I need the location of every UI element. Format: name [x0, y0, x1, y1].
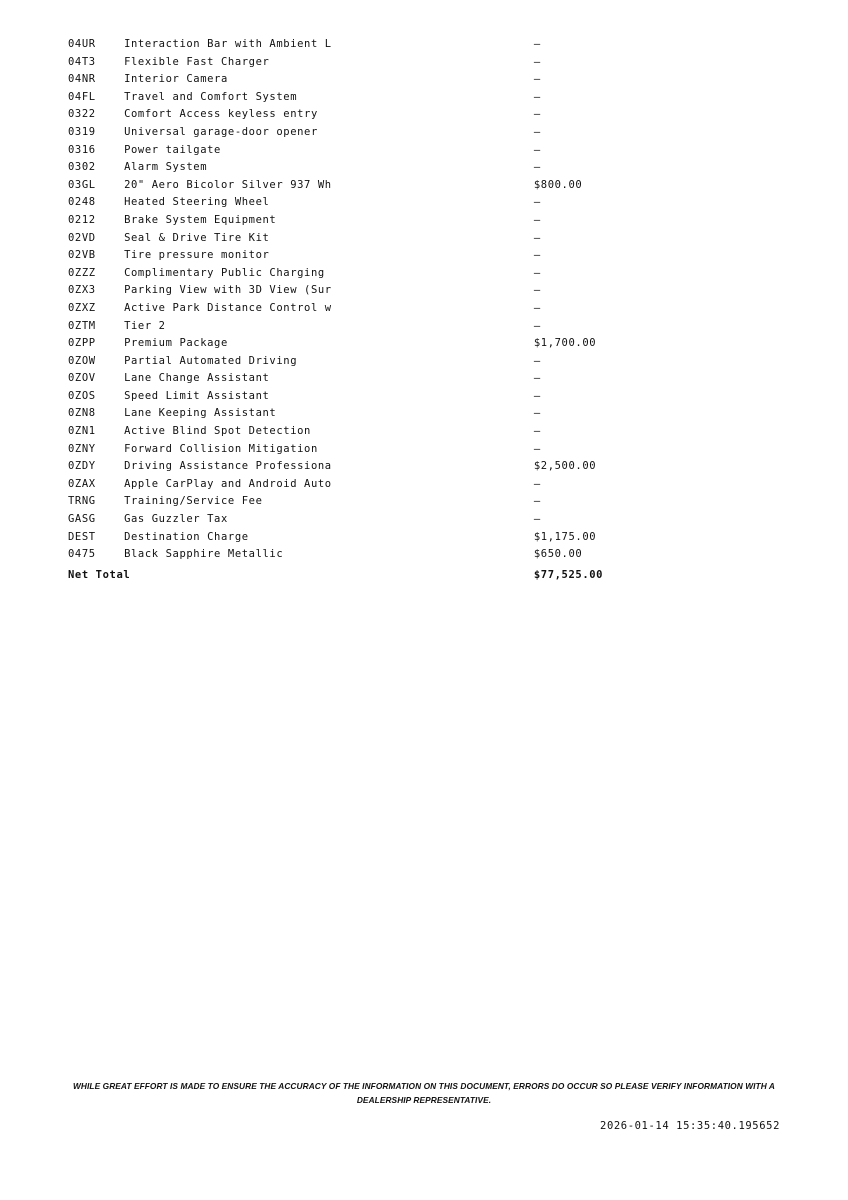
- option-code: 0ZXZ: [68, 301, 96, 314]
- option-description: Universal garage-door opener: [124, 125, 318, 138]
- option-description: Interior Camera: [124, 73, 228, 86]
- option-code: 0ZOV: [68, 372, 96, 385]
- option-code: 0ZX3: [68, 284, 96, 297]
- table-row: [68, 511, 728, 529]
- table-row: [68, 194, 728, 212]
- option-code: 0212: [68, 213, 96, 226]
- option-price: —: [533, 73, 541, 86]
- option-price: —: [533, 425, 541, 438]
- option-price: $1,175.00: [533, 530, 597, 543]
- option-code: 04NR: [68, 73, 96, 86]
- table-row: [68, 89, 728, 107]
- option-description: Lane Keeping Assistant: [124, 407, 277, 420]
- option-code: 0ZZZ: [68, 266, 96, 279]
- option-code: TRNG: [68, 495, 96, 508]
- option-description: Destination Charge: [124, 530, 249, 543]
- table-row: [68, 247, 728, 265]
- option-description: Driving Assistance Professiona: [124, 460, 332, 473]
- option-description: Flexible Fast Charger: [124, 55, 270, 68]
- option-price: —: [533, 108, 541, 121]
- option-code: 02VD: [68, 231, 96, 244]
- table-row: [68, 441, 728, 459]
- option-code: 0ZOW: [68, 354, 96, 367]
- option-price: —: [533, 301, 541, 314]
- option-code: 0302: [68, 161, 96, 174]
- option-description: Gas Guzzler Tax: [124, 513, 228, 526]
- vehicle-options-table: [68, 36, 728, 584]
- option-price: $2,500.00: [533, 460, 597, 473]
- option-code: 04UR: [68, 38, 96, 50]
- option-price: —: [533, 143, 541, 156]
- option-price: $650.00: [533, 548, 583, 561]
- option-code: 0319: [68, 125, 96, 138]
- table-row: [68, 36, 728, 54]
- option-description: Tier 2: [124, 319, 166, 332]
- option-code: 04T3: [68, 55, 96, 68]
- option-price: —: [533, 161, 541, 174]
- option-code: 0316: [68, 143, 96, 156]
- option-description: Forward Collision Mitigation: [124, 442, 318, 455]
- option-description: Active Park Distance Control w: [124, 301, 332, 314]
- option-price: —: [533, 319, 541, 332]
- table-row: [68, 529, 728, 547]
- option-description: Travel and Comfort System: [124, 90, 298, 103]
- options-table-body: [68, 36, 728, 584]
- option-code: 03GL: [68, 178, 96, 191]
- option-description: Active Blind Spot Detection: [124, 425, 311, 438]
- net-total-row: [68, 564, 728, 585]
- option-description: Lane Change Assistant: [124, 372, 270, 385]
- option-description: Partial Automated Driving: [124, 354, 298, 367]
- table-row: [68, 300, 728, 318]
- option-price: —: [533, 38, 541, 50]
- table-row: [68, 212, 728, 230]
- option-description: Apple CarPlay and Android Auto: [124, 477, 332, 490]
- option-description: Training/Service Fee: [124, 495, 263, 508]
- option-price: —: [533, 196, 541, 209]
- option-code: 0475: [68, 548, 96, 561]
- option-code: 02VB: [68, 249, 96, 262]
- option-description: Brake System Equipment: [124, 213, 277, 226]
- option-description: Complimentary Public Charging: [124, 266, 325, 279]
- option-price: —: [533, 389, 541, 402]
- table-row: [68, 353, 728, 371]
- option-price: —: [533, 407, 541, 420]
- option-code: 0ZN1: [68, 425, 96, 438]
- option-code: 0ZDY: [68, 460, 96, 473]
- option-code: DEST: [68, 530, 96, 543]
- option-description: Comfort Access keyless entry: [124, 108, 318, 121]
- option-description: Seal & Drive Tire Kit: [124, 231, 270, 244]
- option-price: $1,700.00: [533, 337, 597, 350]
- option-price: —: [533, 266, 541, 279]
- option-description: Speed Limit Assistant: [124, 389, 270, 402]
- table-row: [68, 159, 728, 177]
- table-row: [68, 282, 728, 300]
- option-price: —: [533, 477, 541, 490]
- option-description: Parking View with 3D View (Sur: [124, 284, 332, 297]
- table-row: [68, 335, 728, 353]
- option-price: —: [533, 213, 541, 226]
- option-code: 04FL: [68, 90, 96, 103]
- option-price: —: [533, 513, 541, 526]
- table-row: [68, 142, 728, 160]
- table-row: [68, 230, 728, 248]
- option-price: —: [533, 442, 541, 455]
- option-price: —: [533, 249, 541, 262]
- table-row: [68, 124, 728, 142]
- net-total-value: $77,525.00: [533, 568, 604, 581]
- option-price: —: [533, 354, 541, 367]
- option-code: 0ZAX: [68, 477, 96, 490]
- table-row: [68, 423, 728, 441]
- table-row: [68, 493, 728, 511]
- option-price: —: [533, 125, 541, 138]
- table-row: [68, 370, 728, 388]
- table-row: [68, 318, 728, 336]
- table-row: [68, 265, 728, 283]
- option-price: —: [533, 495, 541, 508]
- option-price: —: [533, 284, 541, 297]
- table-row: [68, 177, 728, 195]
- option-description: Alarm System: [124, 161, 208, 174]
- table-row: [68, 546, 728, 564]
- option-description: Premium Package: [124, 337, 228, 350]
- table-row: [68, 458, 728, 476]
- option-description: Tire pressure monitor: [124, 249, 270, 262]
- table-row: [68, 476, 728, 494]
- table-row: [68, 405, 728, 423]
- net-total-label: Net Total: [68, 568, 131, 581]
- option-price: —: [533, 372, 541, 385]
- table-row: [68, 106, 728, 124]
- table-row: [68, 388, 728, 406]
- option-code: 0ZOS: [68, 389, 96, 402]
- option-code: GASG: [68, 513, 96, 526]
- option-code: 0248: [68, 196, 96, 209]
- option-description: 20" Aero Bicolor Silver 937 Wh: [124, 178, 332, 191]
- option-price: $800.00: [533, 178, 583, 191]
- option-code: 0ZNY: [68, 442, 96, 455]
- option-description: Interaction Bar with Ambient L: [124, 38, 332, 50]
- option-price: —: [533, 55, 541, 68]
- table-row: [68, 71, 728, 89]
- option-code: 0ZTM: [68, 319, 96, 332]
- option-price: —: [533, 90, 541, 103]
- generated-timestamp: 2026-01-14 15:35:40.195652: [600, 1120, 780, 1132]
- table-row: [68, 54, 728, 72]
- option-description: Black Sapphire Metallic: [124, 548, 284, 561]
- option-code: 0ZPP: [68, 337, 96, 350]
- option-code: 0322: [68, 108, 96, 121]
- option-description: Heated Steering Wheel: [124, 196, 270, 209]
- accuracy-disclaimer: WHILE GREAT EFFORT IS MADE TO ENSURE THE ACCURACY OF THE INFORMATION ON THIS DOCUMENT, ERRORS DO OCCUR SO PLEASE VERIFY INFORMATION WITH A DEALERSHIP REPRESENTATIVE.: [73, 1081, 775, 1105]
- option-description: Power tailgate: [124, 143, 221, 156]
- option-code: 0ZN8: [68, 407, 96, 420]
- option-price: —: [533, 231, 541, 244]
